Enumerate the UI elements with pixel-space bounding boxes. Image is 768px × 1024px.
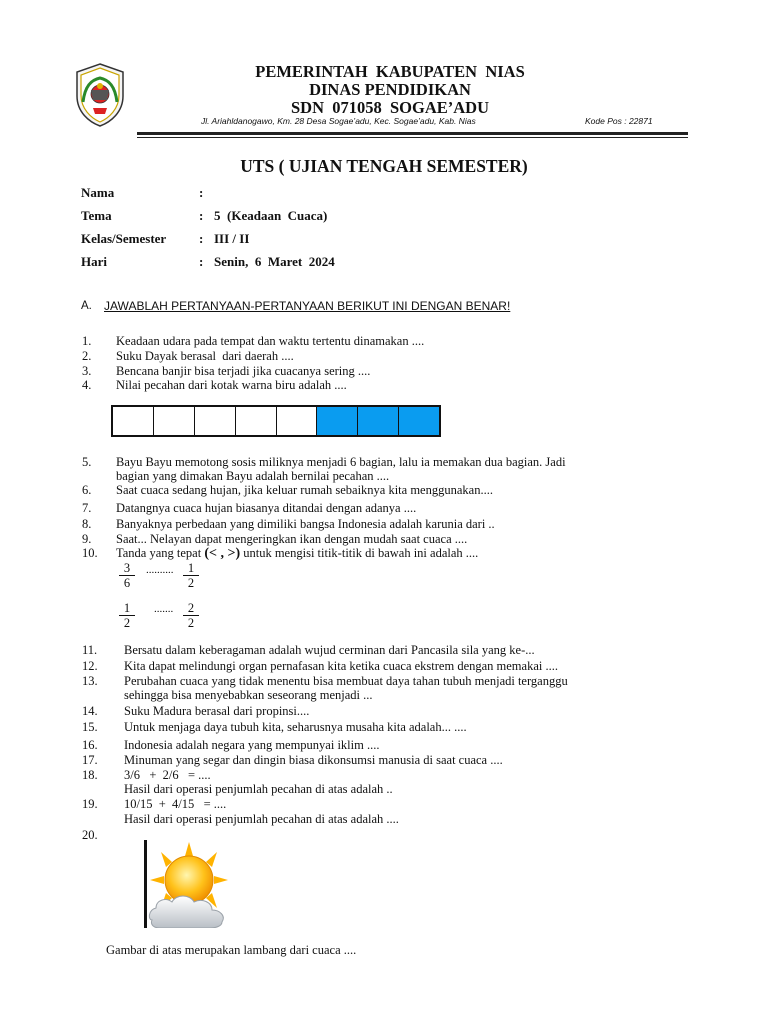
- question-number: 11.: [82, 643, 98, 657]
- header-government: PEMERINTAH KABUPATEN NIAS: [255, 62, 525, 81]
- question-text: [116, 546, 478, 562]
- question-number: 8.: [82, 517, 92, 531]
- question-number: 18.: [82, 768, 98, 782]
- fraction-denominator: 2: [123, 616, 131, 630]
- sun-behind-cloud-icon: [146, 840, 232, 928]
- question-text: Suku Madura berasal dari propinsi....: [124, 704, 310, 718]
- question-text: Suku Dayak berasal dari daerah ....: [116, 349, 294, 363]
- header-address: Jl. Ariahldanogawo, Km. 28 Desa Sogae’adu, Kec. Sogae’adu, Kab. Nias: [201, 116, 476, 126]
- question-text-continued: Hasil dari operasi penjumlah pecahan di atas adalah ..: [124, 782, 393, 796]
- identity-label-theme: Tema: [81, 208, 112, 223]
- question-text: Keadaan udara pada tempat dan waktu tertentu dinamakan ....: [116, 334, 425, 348]
- identity-label-name: Nama: [81, 185, 115, 200]
- nias-regency-emblem-icon: [73, 62, 127, 128]
- comparison-blank: ..........: [146, 564, 174, 576]
- fraction-numerator: 1: [183, 561, 199, 576]
- fraction-box-blue: [317, 407, 358, 435]
- question-text-part: untuk mengisi titik-titik di bawah ini adalah ....: [240, 546, 479, 560]
- fraction-box: [113, 407, 154, 435]
- question-text: Datangnya cuaca hujan biasanya ditandai dengan adanya ....: [116, 501, 417, 515]
- question-number: 5.: [82, 455, 92, 469]
- question-text: Bencana banjir bisa terjadi jika cuacanya sering ....: [116, 364, 371, 378]
- question-text: Saat... Nelayan dapat mengeringkan ikan dengan mudah saat cuaca ....: [116, 532, 468, 546]
- question-text: Bersatu dalam keberagaman adalah wujud cerminan dari Pancasila sila yang ke-...: [124, 643, 535, 657]
- section-letter: A.: [81, 300, 92, 312]
- question-number: 3.: [82, 364, 92, 378]
- fraction-numerator: 1: [119, 601, 135, 616]
- question-number: 20.: [82, 828, 98, 842]
- question-number: 15.: [82, 720, 98, 734]
- question-number: 13.: [82, 674, 98, 688]
- identity-colon: :: [199, 185, 204, 200]
- fraction: [119, 601, 135, 630]
- question-text: Perubahan cuaca yang tidak menentu bisa membuat daya tahan tubuh menjadi terganggu: [124, 674, 568, 688]
- comparison-blank: .......: [154, 603, 174, 615]
- fraction: [119, 561, 135, 590]
- question-number: 16.: [82, 738, 98, 752]
- question-number: 19.: [82, 797, 98, 811]
- header-school: SDN 071058 SOGAE’ADU: [290, 98, 490, 117]
- question-number: 14.: [82, 704, 98, 718]
- fraction: [183, 601, 199, 630]
- identity-value-theme: 5 (Keadaan Cuaca): [214, 208, 328, 223]
- question-number: 17.: [82, 753, 98, 767]
- fraction-numerator: 3: [119, 561, 135, 576]
- identity-label-class: Kelas/Semester: [81, 231, 167, 246]
- fraction-box-blue: [358, 407, 399, 435]
- fraction-box: [154, 407, 195, 435]
- question-text: 3/6 + 2/6 = ....: [124, 768, 211, 782]
- question-text: Nilai pecahan dari kotak warna biru adalah ....: [116, 378, 347, 392]
- fraction-box: [236, 407, 277, 435]
- fraction-boxes: [111, 405, 441, 437]
- question-text: Kita dapat melindungi organ pernafasan kita ketika cuaca ekstrem dengan memakai ....: [124, 659, 558, 673]
- identity-label-day: Hari: [81, 254, 107, 269]
- question-number: 9.: [82, 532, 92, 546]
- question-number: 6.: [82, 483, 92, 497]
- header-department: DINAS PENDIDIKAN: [309, 80, 471, 99]
- question-text: Saat cuaca sedang hujan, jika keluar rumah sebaiknya kita menggunakan....: [116, 483, 493, 497]
- comparison-symbols: (< , >): [204, 546, 241, 561]
- fraction-box: [195, 407, 236, 435]
- question-text-continued: sehingga bisa menyebabkan seseorang menjadi ...: [124, 688, 373, 702]
- question-number: 12.: [82, 659, 98, 673]
- question-number: 2.: [82, 349, 92, 363]
- question-text-part: Tanda yang tepat: [116, 546, 205, 560]
- question-number: 1.: [82, 334, 92, 348]
- exam-title: UTS ( UJIAN TENGAH SEMESTER): [240, 156, 528, 176]
- question-number: 4.: [82, 378, 92, 392]
- question-text: Minuman yang segar dan dingin biasa dikonsumsi manusia di saat cuaca ....: [124, 753, 503, 767]
- fraction: [183, 561, 199, 590]
- question-text: Untuk menjaga daya tubuh kita, seharusnya musaha kita adalah... ....: [124, 720, 467, 734]
- header-divider-thick: [137, 132, 688, 135]
- question-text-continued: bagian yang dimakan Bayu adalah bernilai pecahan ....: [116, 469, 390, 483]
- question-text: Indonesia adalah negara yang mempunyai iklim ....: [124, 738, 380, 752]
- question-text: Banyaknya perbedaan yang dimiliki bangsa Indonesia adalah karunia dari ..: [116, 517, 495, 531]
- header-postal-code: Kode Pos : 22871: [585, 116, 653, 126]
- fraction-denominator: 2: [187, 576, 195, 590]
- question-text-continued: Hasil dari operasi penjumlah pecahan di atas adalah ....: [124, 812, 399, 826]
- section-title: JAWABLAH PERTANYAAN-PERTANYAAN BERIKUT INI DENGAN BENAR!: [104, 299, 511, 313]
- fraction-denominator: 2: [187, 616, 195, 630]
- fraction-denominator: 6: [123, 576, 131, 590]
- identity-colon: :: [199, 254, 204, 269]
- question-text: Bayu Bayu memotong sosis miliknya menjadi 6 bagian, lalu ia memakan dua bagian. Jadi: [116, 455, 566, 469]
- question-20-caption: Gambar di atas merupakan lambang dari cuaca ....: [106, 943, 357, 957]
- header-divider-thin: [137, 137, 688, 138]
- identity-value-class: III / II: [214, 231, 250, 246]
- question-number: 7.: [82, 501, 92, 515]
- question-text: 10/15 + 4/15 = ....: [124, 797, 227, 811]
- fraction-box: [277, 407, 318, 435]
- fraction-numerator: 2: [183, 601, 199, 616]
- identity-colon: :: [199, 208, 204, 223]
- identity-colon: :: [199, 231, 204, 246]
- identity-value-day: Senin, 6 Maret 2024: [214, 254, 335, 269]
- fraction-box-blue: [399, 407, 439, 435]
- question-number: 10.: [82, 546, 98, 560]
